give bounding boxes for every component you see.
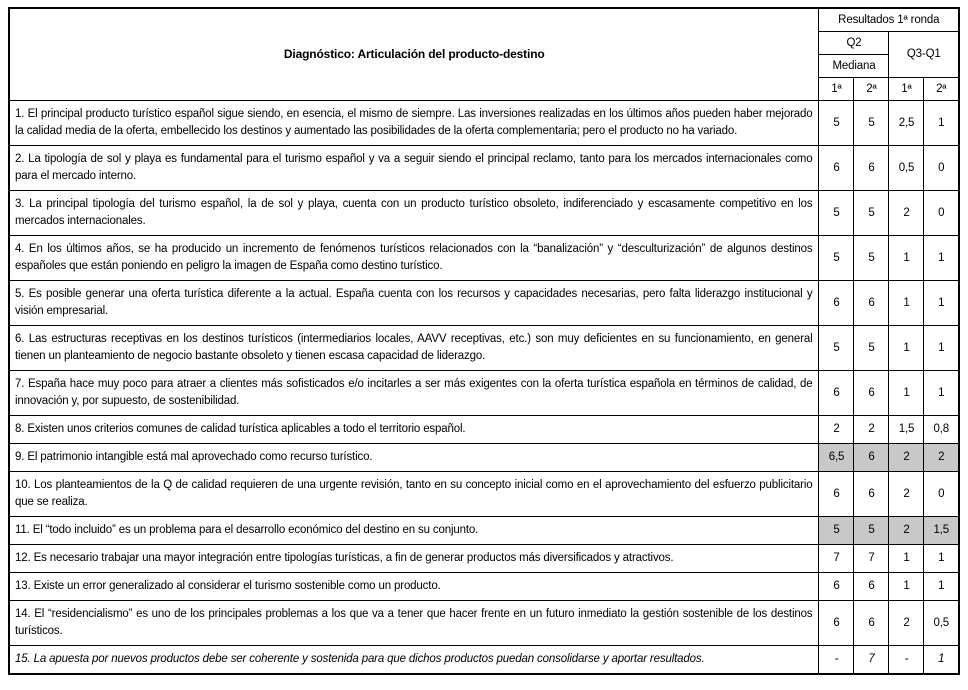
median-round1-value: 6 [819,280,854,325]
iqr-round2-header: 2ª [924,77,959,100]
iqr-round1-value: 2 [889,471,924,516]
statement-text: 13. Existe un error generalizado al considerar el turismo sostenible como un producto. [9,572,819,600]
iqr-round1-value: 2 [889,190,924,235]
median-round2-value: 6 [854,443,889,471]
median-round2-value: 5 [854,100,889,145]
mediana-header: Mediana [819,54,889,77]
table-row-7 [9,370,959,415]
median-round1-value: 5 [819,190,854,235]
median-round2-value: 5 [854,190,889,235]
statement-text: 8. Existen unos criterios comunes de calidad turística aplicables a todo el territorio español. [9,415,819,443]
table-row-15 [9,645,959,674]
statement-text: 12. Es necesario trabajar una mayor integración entre tipologías turísticas, a fin de generar productos más diversificados y atractivos. [9,544,819,572]
iqr-round2-value: 1 [924,572,959,600]
iqr-round1-value: 2,5 [889,100,924,145]
delphi-results-table [8,7,960,675]
median-round2-value: 5 [854,235,889,280]
table-row-1 [9,100,959,145]
median-round1-value: 6 [819,370,854,415]
iqr-round1-value: 1 [889,280,924,325]
table-row-4 [9,235,959,280]
statement-text: 11. El “todo incluido” es un problema para el desarrollo económico del destino en su conjunto. [9,516,819,544]
median-round1-value: 5 [819,100,854,145]
table-row-12 [9,544,959,572]
iqr-round2-value: 0 [924,190,959,235]
iqr-round2-value: 1 [924,280,959,325]
table-row-6 [9,325,959,370]
results-round-header: Resultados 1ª ronda [819,8,959,31]
iqr-round2-value: 1 [924,645,959,674]
header-row-1 [9,8,959,31]
table-row-3 [9,190,959,235]
iqr-round2-value: 0 [924,471,959,516]
iqr-round2-value: 0,5 [924,600,959,645]
median-round1-value: - [819,645,854,674]
iqr-round2-value: 1 [924,235,959,280]
q3q1-header: Q3-Q1 [889,31,959,77]
median-round1-value: 6,5 [819,443,854,471]
iqr-round2-value: 1 [924,100,959,145]
iqr-round1-value: 1 [889,572,924,600]
median-round1-value: 6 [819,572,854,600]
iqr-round1-value: 2 [889,443,924,471]
median-round2-value: 6 [854,145,889,190]
median-round2-value: 5 [854,325,889,370]
median-round2-value: 2 [854,415,889,443]
iqr-round2-value: 1,5 [924,516,959,544]
iqr-round1-header: 1ª [889,77,924,100]
median-round2-header: 2ª [854,77,889,100]
statement-text: 4. En los últimos años, se ha producido un incremento de fenómenos turísticos relacionados con la “banalización” y “desculturización” de algunos destinos españoles que están poniendo en peligro la imagen de España como destino turístico. [9,235,819,280]
iqr-round1-value: 1 [889,325,924,370]
iqr-round1-value: 1 [889,235,924,280]
statement-text: 9. El patrimonio intangible está mal aprovechado como recurso turístico. [9,443,819,471]
iqr-round1-value: 1 [889,544,924,572]
iqr-round1-value: 2 [889,600,924,645]
iqr-round1-value: 1 [889,370,924,415]
median-round2-value: 6 [854,471,889,516]
median-round1-value: 5 [819,325,854,370]
table-row-8 [9,415,959,443]
median-round2-value: 6 [854,600,889,645]
median-round1-value: 5 [819,516,854,544]
statement-text: 14. El “residencialismo” es uno de los principales problemas a los que va a tener que hacer frente en un futuro inmediato la gestión sostenible de los destinos turísticos. [9,600,819,645]
table-body [9,100,959,674]
iqr-round2-value: 1 [924,325,959,370]
diagnostic-title: Diagnóstico: Articulación del producto-destino [9,8,819,100]
median-round2-value: 5 [854,516,889,544]
table-row-5 [9,280,959,325]
median-round1-header: 1ª [819,77,854,100]
median-round1-value: 5 [819,235,854,280]
iqr-round1-value: - [889,645,924,674]
table-row-11 [9,516,959,544]
median-round1-value: 6 [819,471,854,516]
iqr-round2-value: 0 [924,145,959,190]
median-round1-value: 6 [819,145,854,190]
statement-text: 15. La apuesta por nuevos productos debe ser coherente y sostenida para que dichos productos puedan consolidarse y aportar resultados. [9,645,819,674]
q2-header: Q2 [819,31,889,54]
statement-text: 5. Es posible generar una oferta turística diferente a la actual. España cuenta con los recursos y capacidades necesarias, pero falta liderazgo institucional y visión empresarial. [9,280,819,325]
median-round2-value: 6 [854,280,889,325]
median-round1-value: 2 [819,415,854,443]
median-round2-value: 7 [854,645,889,674]
iqr-round2-value: 1 [924,544,959,572]
statement-text: 7. España hace muy poco para atraer a clientes más sofisticados e/o incitarles a ser más exigentes con la oferta turística española en términos de calidad, de innovación y, por supuesto, de sostenibilidad. [9,370,819,415]
median-round1-value: 7 [819,544,854,572]
iqr-round2-value: 2 [924,443,959,471]
statement-text: 10. Los planteamientos de la Q de calidad requieren de una urgente revisión, tanto en su concepto inicial como en el aprovechamiento del esfuerzo publicitario que se realiza. [9,471,819,516]
table-row-10 [9,471,959,516]
table-header [9,8,959,100]
median-round2-value: 6 [854,572,889,600]
table-row-2 [9,145,959,190]
table-row-13 [9,572,959,600]
statement-text: 2. La tipología de sol y playa es fundamental para el turismo español y va a seguir siendo el principal reclamo, tanto para los mercados internacionales como para el mercado interno. [9,145,819,190]
table-row-14 [9,600,959,645]
iqr-round2-value: 0,8 [924,415,959,443]
statement-text: 6. Las estructuras receptivas en los destinos turísticos (intermediarios locales, AAVV receptivas, etc.) son muy deficientes en su funcionamiento, en general tienen un planteamiento de negocio bastante obsoleto y tienen escasa capacidad de liderazgo. [9,325,819,370]
iqr-round1-value: 2 [889,516,924,544]
median-round2-value: 6 [854,370,889,415]
median-round1-value: 6 [819,600,854,645]
median-round2-value: 7 [854,544,889,572]
iqr-round2-value: 1 [924,370,959,415]
iqr-round1-value: 0,5 [889,145,924,190]
table-row-9 [9,443,959,471]
statement-text: 3. La principal tipología del turismo español, la de sol y playa, cuenta con un producto turístico obsoleto, indiferenciado y escasamente competitivo en los mercados internacionales. [9,190,819,235]
iqr-round1-value: 1,5 [889,415,924,443]
statement-text: 1. El principal producto turístico español sigue siendo, en esencia, el mismo de siempre. Las inversiones realizadas en los últimos años pueden haber mejorado la calidad media de la oferta, embellecido los destinos y aumentado las posibilidades de la oferta complementaria; pero el producto no ha variado. [9,100,819,145]
